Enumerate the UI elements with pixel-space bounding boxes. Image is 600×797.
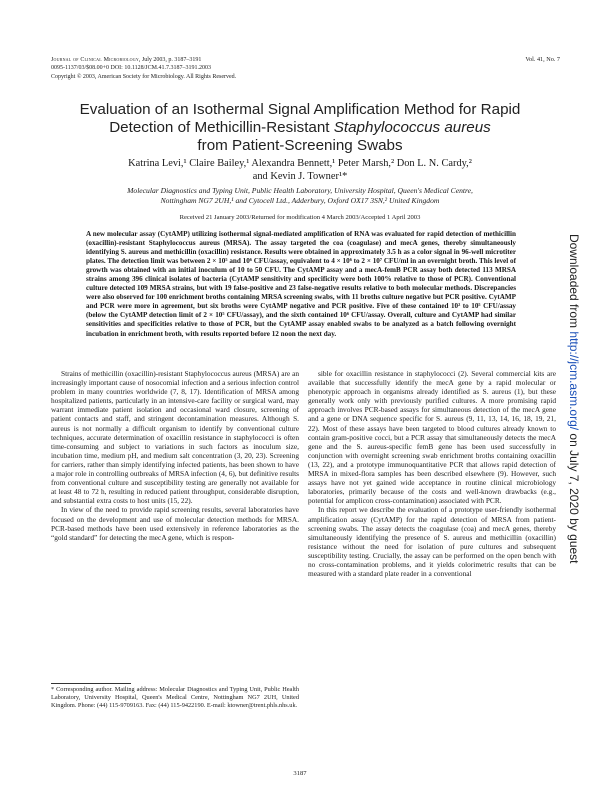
journal-date-pages: , July 2003, p. 3187–3191 [138, 57, 202, 63]
journal-citation [51, 56, 236, 64]
body-paragraph: In view of the need to provide rapid screening results, several laboratories have focused on the development and use of molecular detection methods for MRSA. PCR-based methods have been used extensively in reference laboratories as the “gold standard” for detecting the mecA gene, which is respon- [51, 505, 299, 542]
title-line-2 [40, 119, 560, 137]
title-line-3: from Patient-Screening Swabs [197, 137, 403, 154]
abstract: A new molecular assay (CytAMP) utilizing isothermal signal-mediated amplification of RNA was evaluated for rapid detection of methicillin (oxacillin)-resistant Staphylococcus aureus (MRSA). The assay targeted the coa (coagulase) and mecA genes, thereby simultaneously identifying S. aureus and methicillin (oxacillin) resistance. Results were obtained in approximately 3.5 h as a color signal in 96-well microtiter plates. The detection limit was between 2 × 10⁵ and 10⁶ CFU/assay, equivalent to 4 × 10⁶ to 2 × 10⁷ CFU/ml in an overnight broth. This level of growth was obtained with an initial inoculum of 10 to 50 CFU. The CytAMP assay and a mecA-femB PCR assay both detected 113 MRSA strains among 396 clinical isolates of bacteria (CytAMP sensitivity and specificity were both 100% relative to those of PCR). Conventional culture detected 109 MRSA strains, but with 19 false-positive and 23 false-negative results relative to both molecular methods. Discrepancies were also observed for 100 enrichment broths containing MRSA screening swabs, with 11 broths culture negative but PCR positive. CytAMP and PCR were more in agreement, but six broths were CytAMP negative and PCR positive. Five of these contained 10² to 10⁵ CFU/assay (below the CytAMP detection limit of 2 × 10⁵ CFU/assay), and the sixth contained 10⁶ CFU/assay. Overall, culture and CytAMP had similar sensitivities and specificities relative to those of PCR, but the CytAMP assay enabled swabs to be analyzed as a batch following overnight incubation in enrichment broth, with results reported before 12 noon the next day. [86, 230, 516, 338]
body-column-right [308, 369, 556, 578]
download-notice [567, 234, 581, 564]
issn-doi: 0095-1137/03/$08.00+0 DOI: 10.1128/JCM.41.7.3187–3191.2003 [51, 65, 211, 72]
article-title [40, 101, 560, 155]
title-organism: Staphylococcus aureus [333, 119, 491, 136]
volume-issue: Vol. 41, No. 7 [525, 56, 560, 63]
affiliation-line-1: Molecular Diagnostics and Typing Unit, Public Health Laboratory, University Hospital, Queen's Medical Centre, [127, 186, 473, 195]
footnote-divider [51, 683, 131, 684]
download-notice-prefix: Downloaded from [567, 234, 581, 332]
body-paragraph: sible for oxacillin resistance in staphylococci (2). Several commercial kits are available that successfully identify the mecA gene by a rapid molecular or phenotypic approach in organisms already identified as S. aureus (1), but these generally work only with previously purified cultures. A more promising rapid approach involves PCR-based assays for simultaneous detection of the mecA gene and a gene or DNA sequence specific for S. aureus (9, 11, 13, 14, 16, 18, 19, 21, 22). Most of these assays have been targeted to blood cultures already known to contain gram-positive cocci, but a PCR assay that simultaneously detects the mecA gene and the S. aureus-specific femB gene has been used successfully in conjunction with overnight screening swab enrichment broths containing oxacillin (13, 22), and a prototype immunoquantitative PCR that allows rapid detection of MRSA in mixed-flora samples has been described elsewhere (9). However, such assays have not yet gained wide acceptance in routine clinical microbiology laboratories, primarily because of the costs and well-known drawbacks (e.g., potential for amplicon cross-contamination) associated with PCR. [308, 369, 556, 506]
body-paragraph: Strains of methicillin (oxacillin)-resistant Staphylococcus aureus (MRSA) are an increasingly important cause of nosocomial infection and a serious infection control problem in many countries worldwide (7, 8, 17). Identification of MRSA among hospitalized patients, particularly in an intensive-care facility or surgical ward, may warrant immediate patient isolation and occasional ward closure, screening of patient contacts and staff, and stringent decontamination measures. Although S. aureus is not normally a difficult organism to identify by conventional culture techniques, accurate determination of oxacillin resistance in staphylococci is often time-consuming and subject to variations in such factors as inoculum size, incubation time, medium pH, and medium salt concentration (3, 20, 23). Screening for carriers, rather than simply identifying infected patients, has been shown to have a major role in controlling outbreaks of MRSA infection (4, 6), but definitive results from conventional culture and susceptibility testing are generally not available for at least 48 to 72 h, resulting in reduced patient throughput, considerable disruption, and substantial extra costs to host units (15, 22). [51, 369, 299, 506]
body-column-left [51, 369, 299, 542]
affiliations [70, 186, 530, 205]
received-dates: Received 21 January 2003/Returned for modification 4 March 2003/Accepted 1 April 2003 [179, 214, 421, 221]
download-notice-suffix: on July 7, 2020 by guest [567, 430, 581, 564]
body-paragraph: In this report we describe the evaluation of a prototype user-friendly isothermal amplification assay (CytAMP) for the rapid detection of MRSA from patient-screening swabs. The assay detects the coagulase (coa) and mecA genes, thereby simultaneously identifying the presence of S. aureus and methicillin (oxacillin) resistance without the need for isolation of pure cultures and subsequent susceptibility testing. Crucially, the assay can be performed on the open bench with no cross-contamination problems, and it yields colorimetric results that can be measured with a standard plate reader in a conventional [308, 505, 556, 579]
copyright: Copyright © 2003, American Society for Microbiology. All Rights Reserved. [51, 73, 237, 80]
corresponding-author-footnote: * Corresponding author. Mailing address: Molecular Diagnostics and Typing Unit, Public Health Laboratory, University Hospital, Queen's Medical Centre, Nottingham NG7 2UH, United Kingdom. Phone: (44) 115-9709163. Fax: (44) 115-9422190. E-mail: ktowner@trent.phls.nhs.uk. [51, 686, 299, 709]
journal-name: Journal of Clinical Microbiology [51, 57, 139, 63]
authors-line-2: and Kevin J. Towner¹* [252, 171, 348, 182]
title-line-2-text: Detection of Methicillin-Resistant [109, 119, 334, 136]
authors-line-1: Katrina Levi,¹ Claire Bailey,¹ Alexandra Bennett,¹ Peter Marsh,² Don L. N. Cardy,² [128, 158, 472, 169]
author-list [40, 157, 560, 183]
journal-header [51, 56, 236, 81]
title-line-1: Evaluation of an Isothermal Signal Amplification Method for Rapid [79, 101, 521, 118]
affiliation-line-2: Nottingham NG7 2UH,¹ and Cytocell Ltd., Adderbury, Oxford OX17 3SN,² United Kingdom [160, 195, 440, 205]
journal-link[interactable]: http://jcm.asm.org/ [567, 331, 581, 431]
page-number: 3187 [293, 770, 307, 777]
